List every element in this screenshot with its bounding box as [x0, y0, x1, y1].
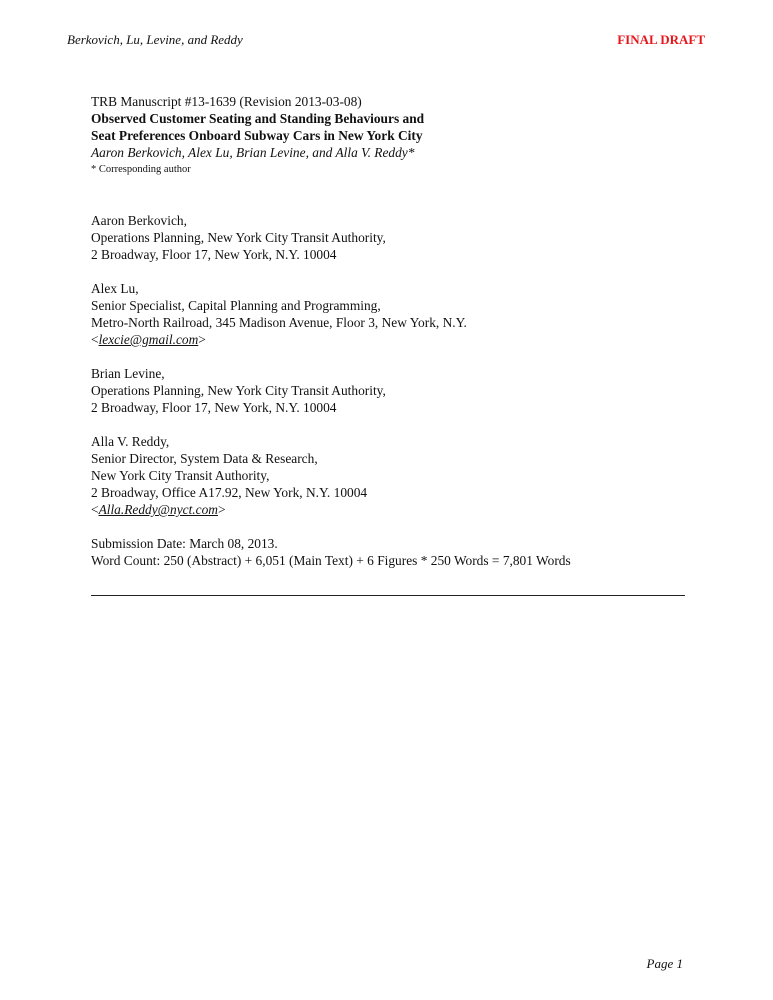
running-header-authors: Berkovich, Lu, Levine, and Reddy	[67, 32, 243, 47]
line-text: Observed Customer Seating and Standing Behaviours and	[91, 111, 425, 126]
email-close-bracket: >	[198, 332, 206, 347]
line-text: 2 Broadway, Floor 17, New York, N.Y. 10004	[91, 400, 337, 415]
line-text: Seat Preferences Onboard Subway Cars in New York City	[91, 128, 423, 143]
line-text: Operations Planning, New York City Transit Authority,	[91, 383, 386, 398]
line-text: Word Count: 250 (Abstract) + 6,051 (Main Text) + 6 Figures * 250 Words = 7,801 Words	[91, 553, 571, 568]
line-text: Aaron Berkovich,	[91, 213, 187, 228]
email-open-bracket: <	[91, 332, 99, 347]
line-text: Senior Specialist, Capital Planning and Programming,	[91, 298, 381, 313]
line-text: Senior Director, System Data & Research,	[91, 451, 318, 466]
line-text: Aaron Berkovich, Alex Lu, Brian Levine, and Alla V. Reddy*	[91, 145, 415, 160]
email-close-bracket: >	[217, 502, 226, 517]
line-text: 2 Broadway, Office A17.92, New York, N.Y. 10004	[91, 485, 368, 500]
line-text: New York City Transit Authority,	[91, 468, 270, 483]
line-text: Brian Levine,	[91, 366, 165, 381]
email-address	[91, 501, 226, 518]
line-text: Operations Planning, New York City Transit Authority,	[91, 230, 386, 245]
email-link[interactable]: lexcie@gmail.com	[98, 332, 199, 347]
email-address	[91, 331, 206, 348]
line-text: Metro-North Railroad, 345 Madison Avenue, Floor 3, New York, N.Y.	[91, 315, 467, 330]
line-text: * Corresponding author	[91, 164, 191, 175]
line-text: Alla V. Reddy,	[91, 434, 170, 449]
line-text: Alex Lu,	[91, 281, 139, 296]
draft-status-label: FINAL DRAFT	[617, 32, 705, 47]
email-open-bracket: <	[91, 502, 99, 517]
line-text: Submission Date: March 08, 2013.	[91, 536, 278, 551]
page-number: Page 1	[646, 956, 683, 971]
horizontal-rule	[91, 595, 685, 596]
line-text: 2 Broadway, Floor 17, New York, N.Y. 10004	[91, 247, 337, 262]
email-link[interactable]: Alla.Reddy@nyct.com	[98, 502, 218, 517]
line-text: TRB Manuscript #13-1639 (Revision 2013-03-08)	[91, 94, 362, 109]
